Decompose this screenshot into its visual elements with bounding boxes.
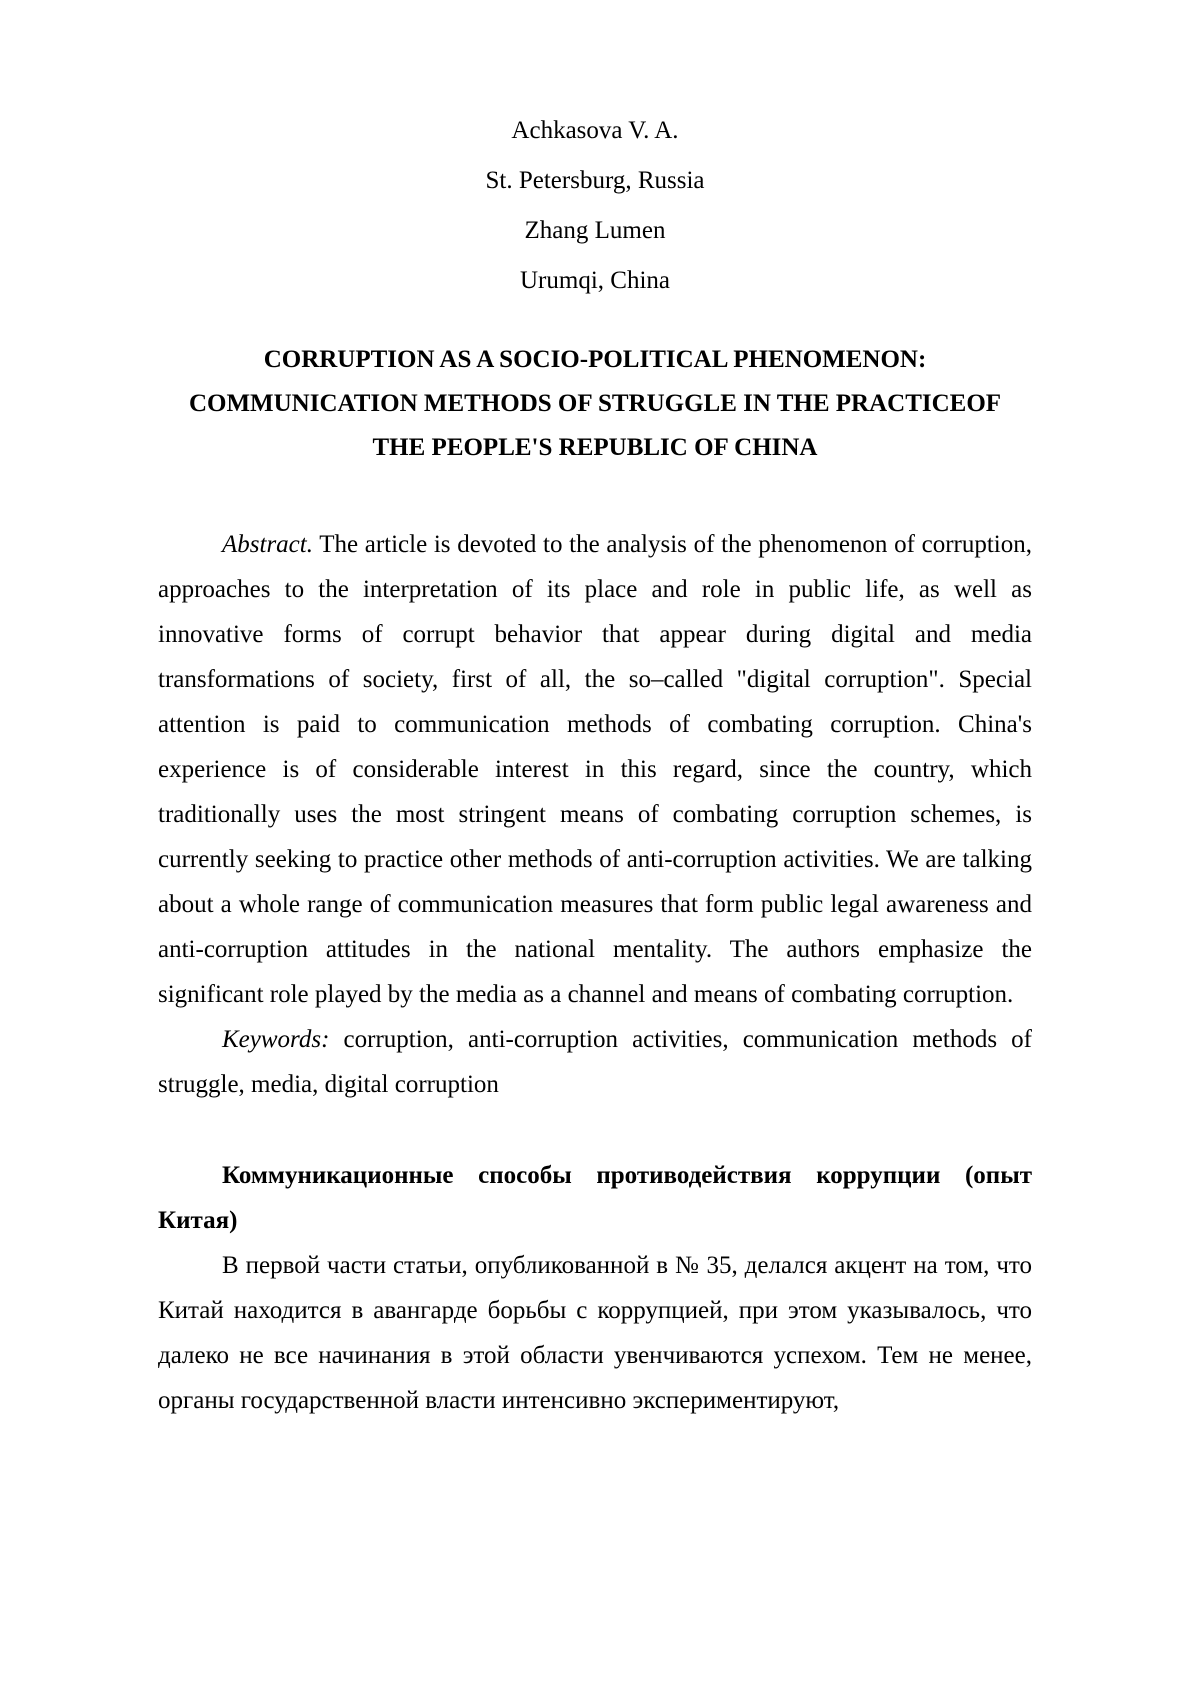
paper-title — [158, 338, 1032, 470]
author-name: Achkasova V. A. — [511, 117, 679, 144]
paper-title-line-1: CORRUPTION AS A SOCIO-POLITICAL PHENOMENON: — [263, 346, 927, 373]
abstract-text: The article is devoted to the analysis of the phenomenon of corruption, approaches to the interpretation of its place and role in public life, as well as innovative forms of corrupt behavior that appear during digital and media transformations of society, first of all, the so–called "digital corruption". Special attention is paid to communication methods of combating corruption. China's experience is of considerable interest in this regard, since the country, which traditionally uses the most stringent means of combating corruption schemes, is currently seeking to practice other methods of anti-corruption activities. We are talking about a whole range of communication measures that form public legal awareness and anti-corruption attitudes in the national mentality. The authors emphasize the significant role played by the media as a channel and means of combating corruption. — [158, 531, 1032, 1008]
author-block — [158, 106, 1032, 306]
author-location-2: Urumqi, China — [520, 267, 670, 294]
keywords-label: Keywords: — [222, 1026, 330, 1053]
author-location: St. Petersburg, Russia — [485, 167, 705, 194]
abstract-label: Abstract. — [222, 531, 313, 558]
document-body — [158, 522, 1032, 1423]
paper-title-line-3: THE PEOPLE'S REPUBLIC OF CHINA — [372, 434, 818, 461]
section-heading: Коммуникационные способы противодействия коррупции (опыт Китая) — [158, 1162, 1032, 1234]
body-paragraph: В первой части статьи, опубликованной в № 35, делался акцент на том, что Китай находится в авангарде борьбы с коррупцией, при этом указывалось, что далеко не все начинания в этой области увенчиваются успехом. Тем не менее, органы государственной власти интенсивно экспериментируют, — [158, 1252, 1032, 1414]
paper-title-line-2: COMMUNICATION METHODS OF STRUGGLE IN THE PRACTICEOF — [188, 390, 1002, 417]
abstract-paragraph — [158, 522, 1032, 1017]
author-name-2: Zhang Lumen — [524, 217, 666, 244]
keywords-paragraph — [158, 1017, 1032, 1107]
keywords-text: corruption, anti-corruption activities, communication methods of struggle, media, digital corruption — [158, 1026, 1032, 1098]
